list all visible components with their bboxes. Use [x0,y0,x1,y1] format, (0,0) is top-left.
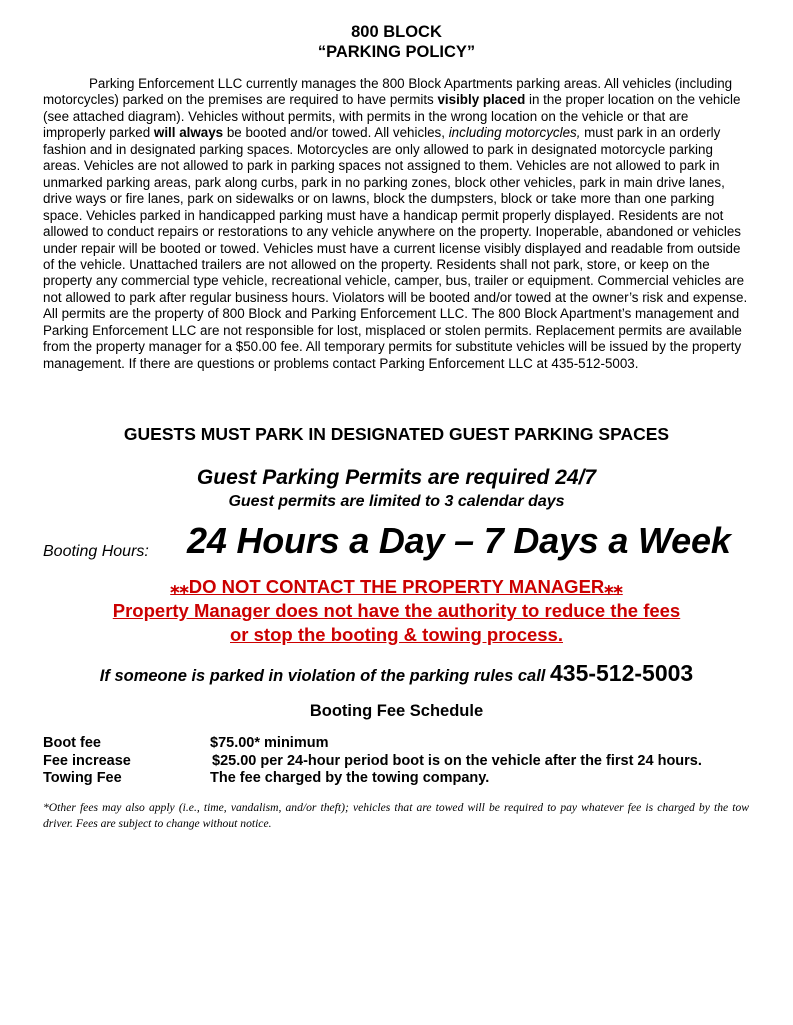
guests-heading: GUESTS MUST PARK IN DESIGNATED GUEST PARKING SPACES [123,424,670,444]
warning-line-1: ⁎⁎DO NOT CONTACT THE PROPERTY MANAGER⁎⁎ [170,576,623,597]
fee-label: Boot fee [43,735,101,751]
policy-text-4: must park in an orderly fashion and in designated parking spaces. Motorcycles are only allowed to park in designated motorcycle parking areas. Vehicles are not allowed to park in parking spaces not assigned to them. Vehicles are not allowed to park in unmarked parking areas, park along curbs, park in no parking zones, block other vehicles, park in main drive lanes, drive ways or fire lanes, park on sidewalks or on lawns, block the dumpsters, block or take more than one parking space. Vehicles parked in handicapped parking must have a handicap permit properly displayed. Residents are not allowed to conduct repairs or restorations to any vehicle anywhere on the property. Inoperable, abandoned or vehicles under repair will be booted or towed. Vehicles must have a current license visibly displayed and readable from outside of the vehicle. Unattached trailers are not allowed on the property. Residents shall not park, store, or keep on the property any commercial type vehicle, recreational vehicle, camper, bus, trailer or equipment. Commercial vehicles are not allowed to park after regular business hours. Violators will be booted and/or towed at the owner’s risk and expense. All permits are the property of 800 Block and Parking Enforcement LLC. The 800 Block Apartment’s management and Parking Enforcement LLC are not responsible for lost, misplaced or stolen permits. Replacement permits are available from the property manager for a $50.00 fee. All temporary permits for substitute vehicles will be issued by the property management. If there are questions or problems contact Parking Enforcement LLC at 435-512-5003. [43,125,748,371]
fee-footnote: *Other fees may also apply (i.e., time, vandalism, and/or theft); vehicles that are towed will be required to pay whatever fee is charged by the tow driver. Fees are subject to change without notice. [43,801,749,830]
booting-hours-row [43,520,753,564]
warning-line-2: Property Manager does not have the authority to reduce the fees [112,600,681,621]
title-line-policy: “PARKING POLICY” [317,43,476,61]
fee-label: Towing Fee [43,770,122,786]
booting-hours-label: Booting Hours: [43,543,149,560]
fee-row [43,770,753,788]
booting-hours-value: 24 Hours a Day – 7 Days a Week [187,520,731,561]
manager-warning [0,575,793,647]
fee-row [43,735,753,753]
warning-line-3: or stop the booting & towing process. [230,624,563,645]
fee-value: $25.00 per 24-hour period boot is on the vehicle after the first 24 hours. [212,752,702,769]
violation-call-line [0,660,793,687]
guest-permit-required: Guest Parking Permits are required 24/7 [196,466,597,489]
policy-text-3: be booted and/or towed. All vehicles, [223,125,449,141]
policy-text-2: in the proper location on the vehicle (see attached diagram). Vehicles without permits, with permits in the wrong location on the vehicle or that are improperly parked [43,92,741,141]
policy-bold-will-always: will always [153,125,224,141]
document-title [0,22,793,62]
fee-value: The fee charged by the towing company. [210,770,490,786]
guest-permit-limit: Guest permits are limited to 3 calendar days [228,493,565,510]
fee-schedule-table [43,735,753,788]
violation-phone: 435-512-5003 [549,660,694,686]
title-line-block: 800 BLOCK [351,23,442,41]
policy-paragraph [43,76,753,372]
fee-value: $75.00* minimum [210,735,329,751]
fee-row [43,753,753,771]
policy-italic-motorcycles: including motorcycles, [448,125,581,141]
fee-label: Fee increase [43,752,131,769]
policy-text-1: Parking Enforcement LLC currently manages the 800 Block Apartments parking areas. All vehicles (including motorcycles) parked on the premises are required to have permits [43,76,733,108]
policy-bold-visibly-placed: visibly placed [437,92,526,108]
fee-schedule-title: Booting Fee Schedule [309,702,484,720]
violation-text: If someone is parked in violation of the parking rules call [99,667,550,685]
